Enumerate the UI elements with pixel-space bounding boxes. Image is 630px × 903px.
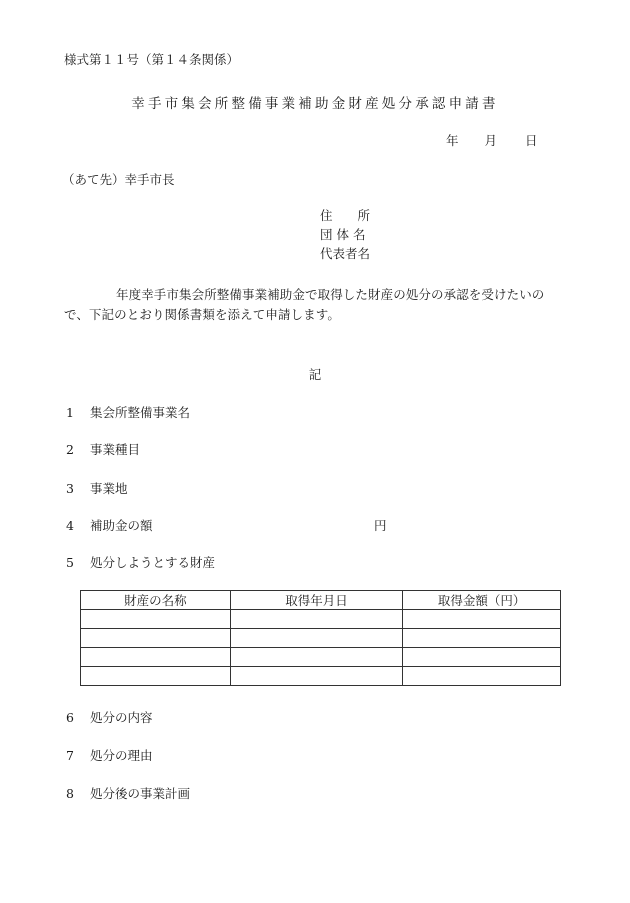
item-number: 2	[66, 442, 74, 457]
item-number: 1	[66, 405, 74, 420]
table-row	[81, 610, 561, 629]
form-number: 様式第１１号（第１４条関係）	[64, 52, 240, 67]
applicant-address-label: 住 所	[320, 208, 371, 223]
item-number: 8	[66, 786, 74, 801]
table-row	[81, 667, 561, 686]
addressee: （あて先）幸手市長	[62, 172, 175, 187]
item-project-name	[66, 407, 190, 420]
application-body-text: 年度幸手市集会所整備事業補助金で取得した財産の処分の承認を受けたいので、下記のとおり関係書類を添えて申請します。	[64, 287, 545, 322]
table-row	[81, 629, 561, 648]
item-project-site	[66, 483, 128, 496]
table-cell[interactable]	[403, 610, 561, 629]
table-cell[interactable]	[403, 667, 561, 686]
table-cell[interactable]	[230, 629, 403, 648]
date-year-label: 年	[446, 133, 459, 148]
table-cell[interactable]	[81, 648, 231, 667]
item-property-to-dispose	[66, 557, 215, 570]
table-cell[interactable]	[81, 629, 231, 648]
date-line	[446, 135, 538, 148]
subsidy-yen-unit: 円	[374, 518, 387, 533]
table-header-property-name: 財産の名称	[81, 591, 231, 610]
item-label: 集会所整備事業名	[90, 405, 191, 420]
item-subsidy-amount	[66, 520, 153, 533]
item-number: 7	[66, 748, 74, 763]
item-number: 6	[66, 710, 74, 725]
table-cell[interactable]	[230, 648, 403, 667]
item-number: 5	[66, 555, 74, 570]
table-header-acquisition-date: 取得年月日	[230, 591, 403, 610]
table-cell[interactable]	[403, 648, 561, 667]
table-cell[interactable]	[230, 667, 403, 686]
item-label: 処分の理由	[90, 748, 153, 763]
item-number: 4	[66, 518, 74, 533]
item-disposal-content	[66, 712, 153, 725]
table-cell[interactable]	[81, 610, 231, 629]
applicant-representative-label: 代表者名	[320, 246, 371, 261]
item-post-disposal-plan	[66, 788, 190, 801]
item-label: 処分後の事業計画	[90, 786, 191, 801]
date-day-label: 日	[525, 133, 538, 148]
table-row	[81, 648, 561, 667]
item-disposal-reason	[66, 750, 153, 763]
item-label: 事業地	[90, 481, 128, 496]
property-table	[80, 590, 561, 686]
item-label: 事業種目	[90, 442, 141, 457]
date-month-label: 月	[484, 133, 498, 148]
item-label: 補助金の額	[90, 518, 153, 533]
table-cell[interactable]	[81, 667, 231, 686]
applicant-group-name-label: 団 体 名	[320, 227, 366, 242]
ki-heading: 記	[308, 367, 322, 382]
document-title: 幸手市集会所整備事業補助金財産処分承認申請書	[131, 96, 499, 112]
table-cell[interactable]	[403, 629, 561, 648]
item-label: 処分の内容	[90, 710, 153, 725]
table-cell[interactable]	[230, 610, 403, 629]
item-label: 処分しようとする財産	[90, 555, 216, 570]
item-number: 3	[66, 481, 74, 496]
table-header-acquisition-amount: 取得金額（円）	[403, 591, 561, 610]
table-header-row	[81, 591, 561, 610]
item-project-type	[66, 444, 140, 457]
